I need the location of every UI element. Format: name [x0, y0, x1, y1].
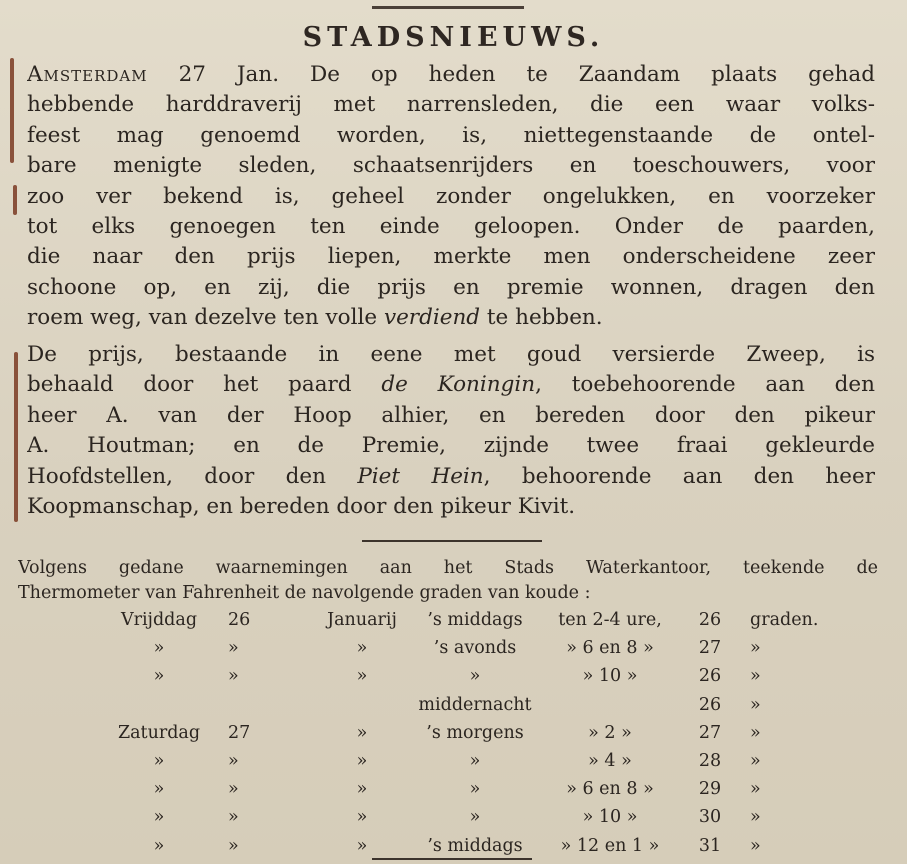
table-cell: » [469, 779, 481, 800]
table-cell: » [356, 807, 368, 828]
table-cell: 30 [698, 807, 722, 828]
table-cell: 27 [698, 638, 722, 659]
text-line [27, 431, 875, 461]
intro-line: Thermometer van Fahrenheit de navolgende graden van koude : [18, 583, 591, 603]
text-segment: tot elks genoegen ten einde geloopen. Onder de paarden, [27, 213, 875, 239]
text-line [27, 242, 875, 272]
separator-rule [362, 540, 542, 542]
table-cell: ’s avonds [433, 638, 517, 659]
text-segment: die naar den prijs liepen, merkte men onderscheidene zeer [27, 244, 875, 270]
table-cell: » [228, 666, 239, 687]
table-cell [228, 691, 324, 719]
table-cell: » [750, 694, 761, 715]
text-segment: 27 Jan. De op heden te Zaandam plaats gehad [147, 62, 875, 87]
table-cell: » [153, 751, 165, 772]
italic-text: verdiend [383, 305, 481, 331]
table-cell [550, 691, 670, 719]
text-line [27, 273, 875, 303]
table-row [90, 747, 830, 775]
table-cell: » [153, 835, 165, 856]
table-row [90, 662, 830, 690]
table-cell [324, 691, 400, 719]
text-line [27, 462, 875, 492]
table-cell: 26 [698, 694, 722, 715]
text-segment: heer A. van der Hoop alhier, en bereden door den pikeur [27, 402, 875, 428]
table-cell: » [228, 751, 239, 772]
text-segment: feest mag genoemd worden, is, niettegenstaande de ontel- [27, 122, 875, 148]
text-segment: A. Houtman; en de Premie, zijnde twee fraai gekleurde [27, 433, 875, 459]
table-cell: » [750, 722, 761, 743]
text-segment: Amsterdam [27, 62, 148, 87]
table-cell: 26 [228, 610, 251, 631]
table-cell: » [469, 807, 481, 828]
text-line [27, 492, 875, 522]
table-cell: Januarij [327, 610, 397, 631]
table-cell: » [228, 638, 239, 659]
margin-mark [10, 58, 14, 163]
separator-rule [372, 858, 532, 860]
table-cell: 27 [698, 722, 722, 743]
table-cell: » [469, 751, 481, 772]
text-line [27, 370, 875, 400]
top-rule [372, 6, 524, 9]
table-row [90, 832, 830, 860]
table-cell: 28 [698, 751, 722, 772]
text-segment: hebbende harddraverij met narrensleden, die een waar volks- [27, 92, 875, 118]
text-segment: te hebben. [480, 305, 603, 331]
observation-intro [18, 556, 878, 606]
table-row [90, 719, 830, 747]
text-line [27, 401, 875, 431]
text-line [27, 212, 875, 242]
italic-text: Piet Hein [357, 463, 484, 489]
text-line [27, 303, 875, 333]
table-cell: 26 [698, 610, 722, 631]
table-cell: » [153, 638, 165, 659]
article-paragraph-2 [27, 340, 875, 522]
text-line [27, 60, 875, 90]
table-cell: » [356, 779, 368, 800]
table-cell: ten 2-4 ure, [558, 610, 662, 631]
text-segment: Koopmanschap, en bereden door den pikeur Kivit. [27, 493, 576, 519]
table-cell: ’s middags [427, 610, 523, 631]
table-row [90, 691, 830, 719]
table-cell: » [153, 807, 165, 828]
table-cell: Vrijddag [120, 610, 198, 631]
text-segment: , toebehoorende aan den [535, 372, 875, 398]
table-cell: Zaturdag [117, 722, 201, 743]
table-cell: » [153, 779, 165, 800]
table-cell: ’s morgens [426, 722, 524, 743]
text-segment: behaald door het paard [27, 372, 382, 398]
text-line [27, 182, 875, 212]
table-cell: » [750, 779, 761, 800]
table-cell: » [356, 751, 368, 772]
table-row [90, 803, 830, 831]
text-segment: bare menigte sleden, schaatsenrijders en toeschouwers, voor [27, 153, 875, 179]
table-cell: 29 [698, 779, 722, 800]
table-cell: 26 [698, 666, 722, 687]
temperature-table [90, 606, 830, 860]
table-cell: » [469, 666, 481, 687]
text-line [27, 151, 875, 181]
table-row [90, 634, 830, 662]
table-row [90, 606, 830, 634]
text-line [27, 340, 875, 370]
table-cell: 27 [228, 722, 251, 743]
table-cell: » [750, 638, 761, 659]
text-segment: , behoorende aan den heer [483, 463, 875, 489]
table-cell: 31 [698, 835, 722, 856]
text-segment: De prijs, bestaande in eene met goud versierde Zweep, is [27, 342, 875, 367]
text-segment: roem weg, van dezelve ten volle [27, 305, 384, 331]
table-row [90, 775, 830, 803]
table-cell: ’s middags [427, 835, 523, 856]
text-segment: Hoofdstellen, door den [27, 463, 358, 489]
text-segment: schoone op, en zij, die prijs en premie wonnen, dragen den [27, 274, 875, 300]
table-cell: » [356, 722, 368, 743]
margin-mark [13, 185, 17, 215]
table-cell: » [356, 835, 368, 856]
table-cell: » 6 en 8 » [566, 638, 654, 659]
article-paragraph-1 [27, 60, 875, 334]
table-cell: » [750, 751, 761, 772]
table-cell: » 4 » [588, 751, 632, 772]
section-title: STADSNIEUWS. [302, 22, 605, 53]
intro-line: Volgens gedane waarnemingen aan het Stads Waterkantoor, teekende de [18, 558, 878, 578]
table-cell: » [750, 835, 761, 856]
table-cell: » 12 en 1 » [560, 835, 660, 856]
table-cell: » 10 » [582, 666, 638, 687]
table-cell: » [356, 638, 368, 659]
table-cell: » [153, 666, 165, 687]
table-cell: » [228, 779, 239, 800]
table-cell: » 10 » [582, 807, 638, 828]
text-line [27, 90, 875, 120]
table-cell: » [750, 666, 761, 687]
table-cell [90, 691, 228, 719]
margin-mark [14, 352, 18, 522]
text-line [27, 121, 875, 151]
table-cell: » [750, 807, 761, 828]
table-cell: middernacht [418, 694, 532, 715]
table-cell: » 2 » [588, 722, 632, 743]
italic-text: de Koningin [381, 372, 536, 398]
table-cell: graden. [750, 610, 819, 631]
table-cell: » [228, 835, 239, 856]
text-segment: zoo ver bekend is, geheel zonder ongelukken, en voorzeker [27, 183, 875, 209]
table-cell: » [356, 666, 368, 687]
table-cell: » 6 en 8 » [566, 779, 654, 800]
table-cell: » [228, 807, 239, 828]
